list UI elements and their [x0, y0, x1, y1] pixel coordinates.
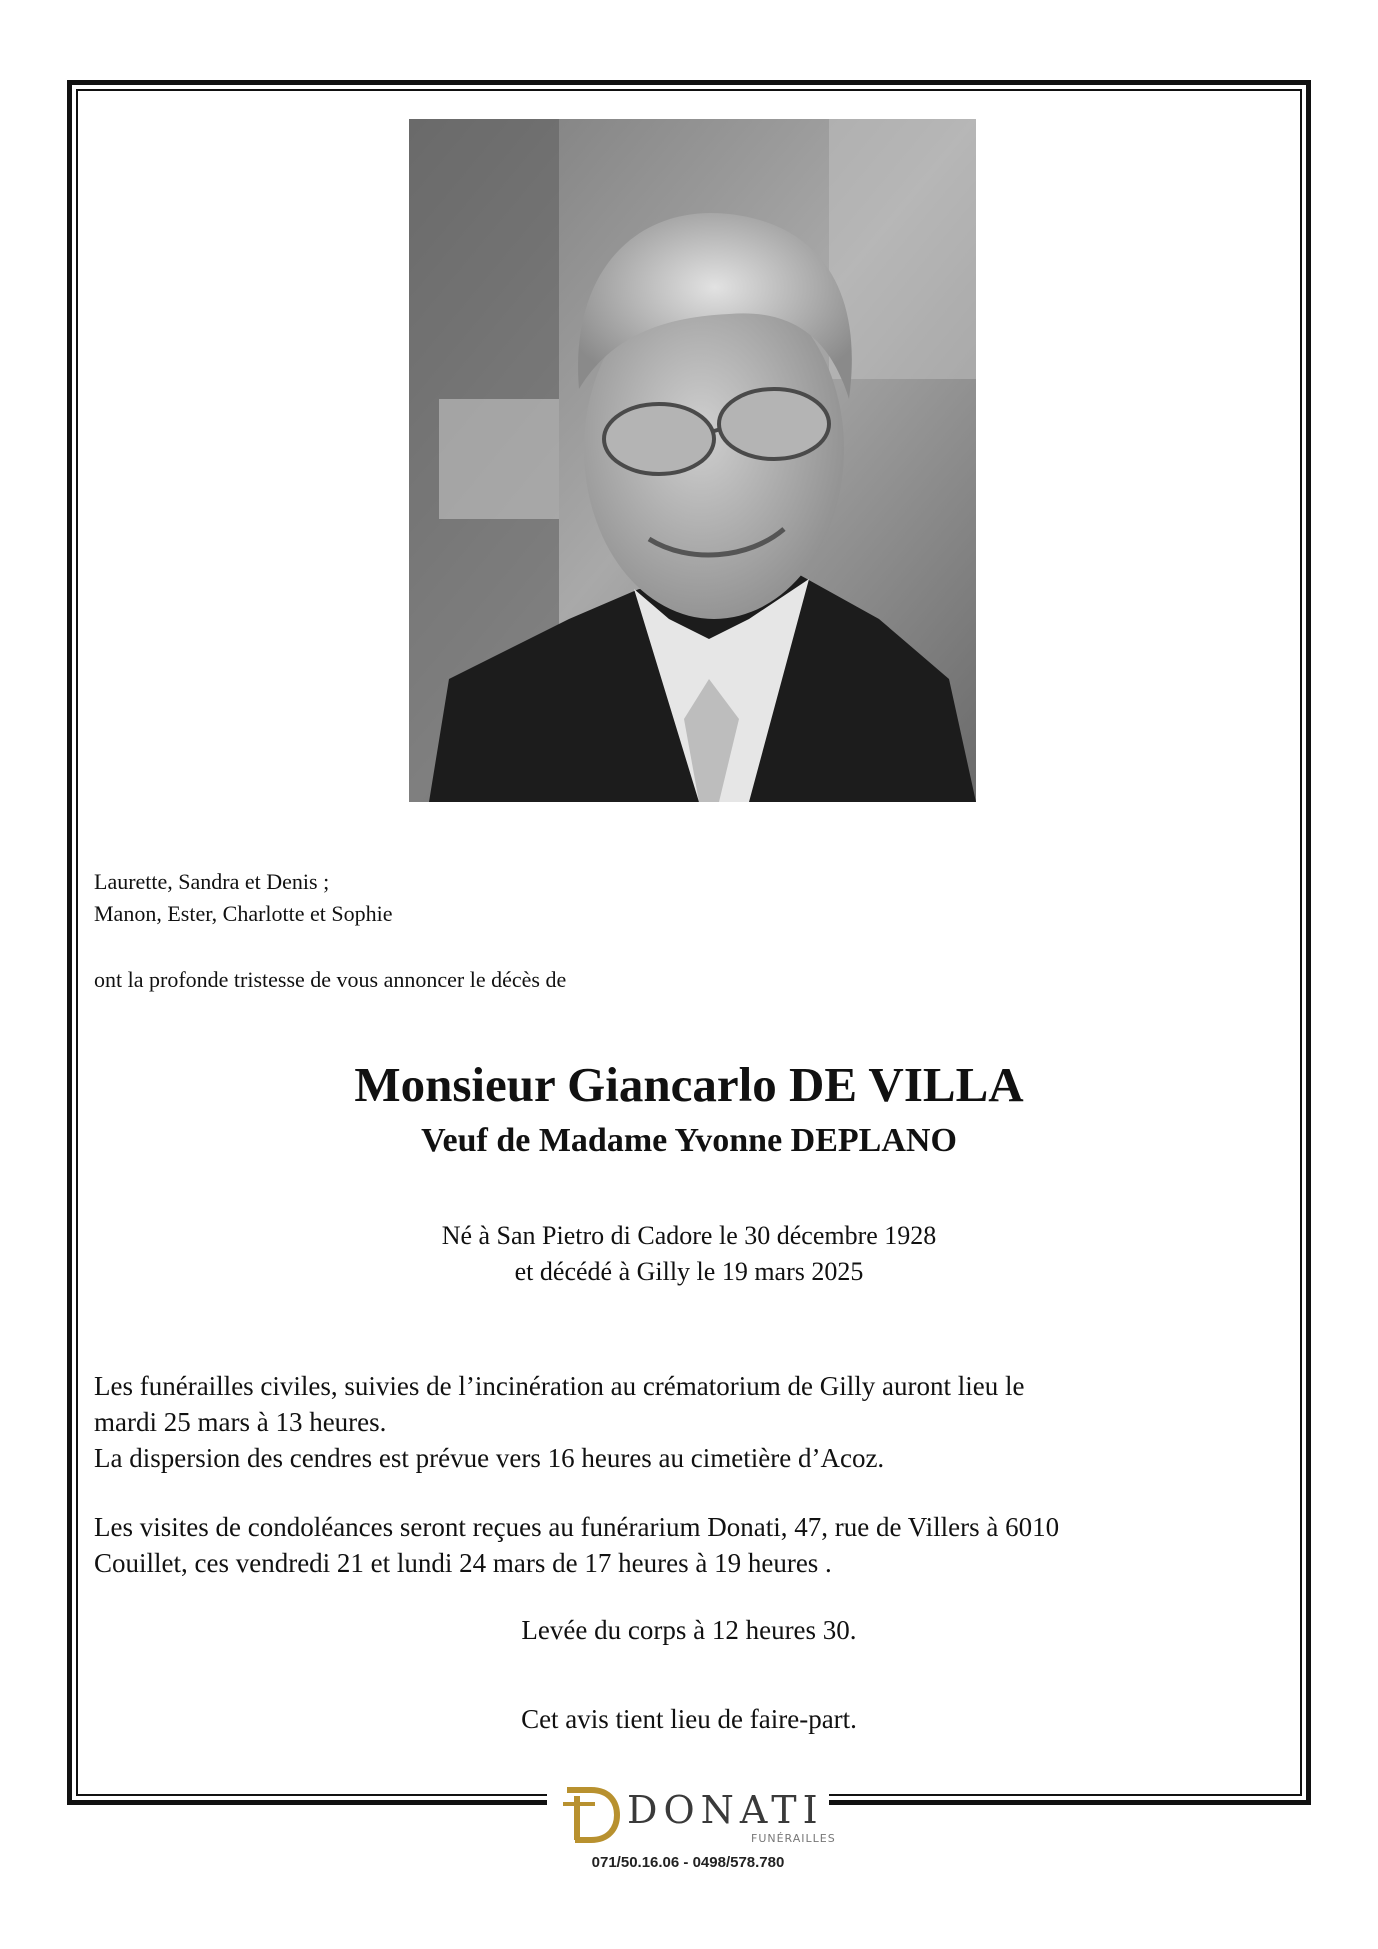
birth-line: Né à San Pietro di Cadore le 30 décembre 1928	[441, 1221, 937, 1250]
announcement-intro: ont la profonde tristesse de vous annoncer le décès de	[94, 967, 567, 992]
visit-details	[94, 1509, 1294, 1581]
funerals-line-2: mardi 25 mars à 13 heures.	[94, 1407, 387, 1437]
visits-line-1: Les visites de condoléances seront reçues au funérarium Donati, 47, rue de Villers à 6010	[94, 1512, 1060, 1542]
death-line: et décédé à Gilly le 19 mars 2025	[514, 1257, 864, 1286]
widow-of: Veuf de Madame Yvonne DEPLANO	[421, 1122, 957, 1159]
faire-part-note: Cet avis tient lieu de faire-part.	[521, 1704, 857, 1734]
brand-subtitle: FUNÉRAILLES	[751, 1832, 836, 1845]
visits-line-2: Couillet, ces vendredi 21 et lundi 24 mars de 17 heures à 19 heures .	[94, 1548, 832, 1578]
footer	[0, 1778, 1378, 1888]
family-names	[94, 866, 393, 930]
family-line-2: Manon, Ester, Charlotte et Sophie	[94, 901, 393, 926]
funeral-details	[94, 1368, 1294, 1476]
levee-du-corps: Levée du corps à 12 heures 30.	[521, 1615, 857, 1645]
family-line-1: Laurette, Sandra et Denis ;	[94, 869, 330, 894]
dispersion-line: La dispersion des cendres est prévue vers 16 heures au cimetière d’Acoz.	[94, 1443, 885, 1473]
donati-d-icon	[561, 1782, 621, 1848]
life-dates	[76, 1218, 1302, 1290]
brand-name: DONATI	[627, 1788, 824, 1832]
donati-logo	[547, 1778, 836, 1888]
phone-numbers: 071/50.16.06 - 0498/578.780	[591, 1854, 785, 1871]
deceased-name: Monsieur Giancarlo DE VILLA	[354, 1057, 1024, 1112]
portrait-photo	[409, 119, 976, 802]
funerals-line-1: Les funérailles civiles, suivies de l’incinération au crématorium de Gilly auront lieu le	[94, 1371, 1025, 1401]
